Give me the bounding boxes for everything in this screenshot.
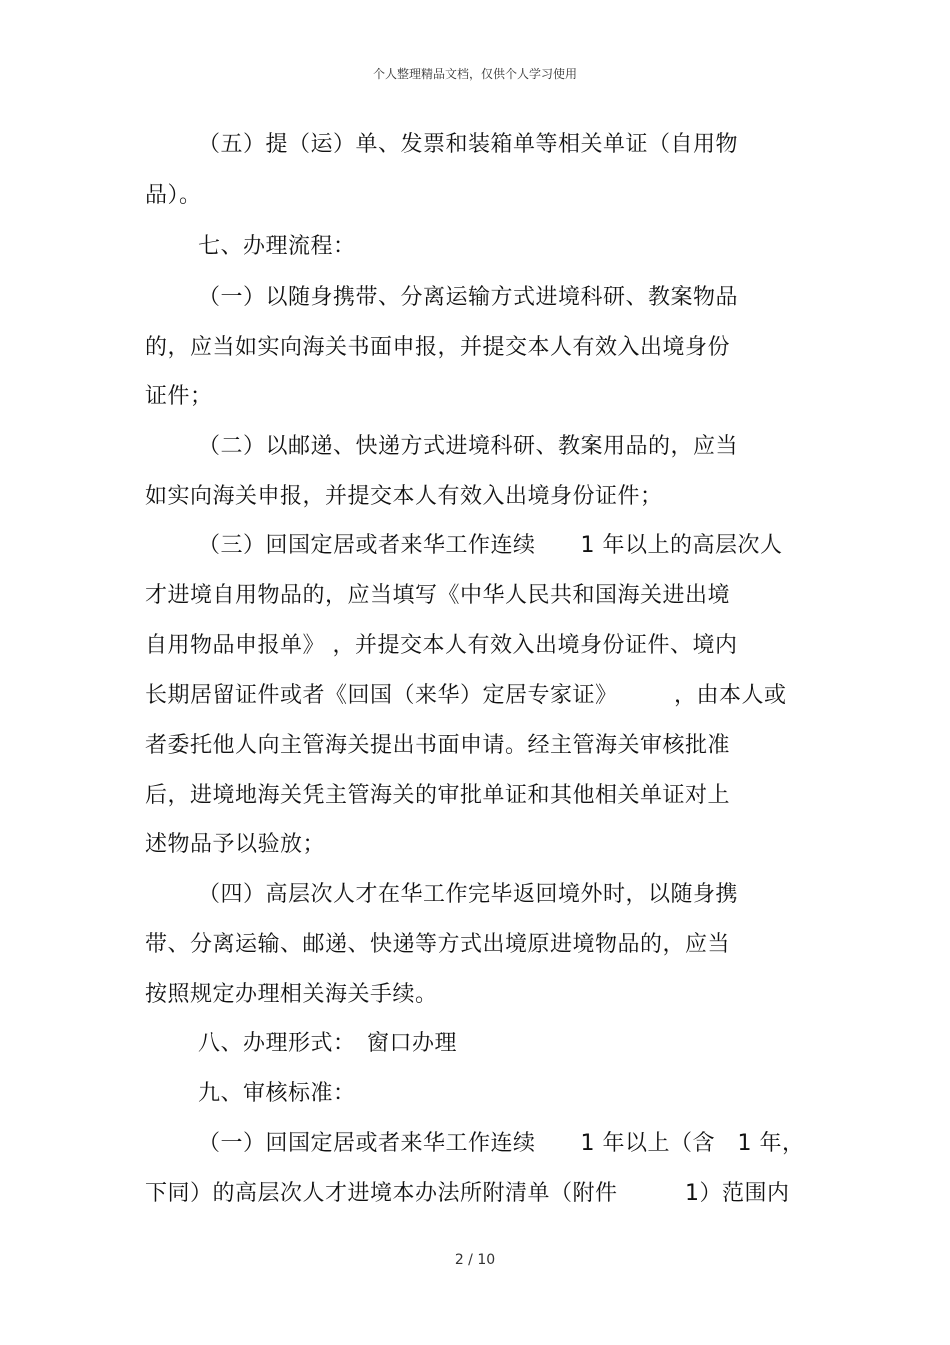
page-header: 个人整理精品文档，仅供个人学习使用 <box>372 67 577 81</box>
section-heading: 八、办理形式： 窗口办理 <box>198 1031 458 1056</box>
text-line: 长期居留证件或者《回国（来华）定居专家证》 ，由本人或 <box>145 683 787 708</box>
text-line: （一）以随身携带、分离运输方式进境科研、教案物品 <box>198 285 739 310</box>
text-line: 后，进境地海关凭主管海关的审批单证和其他相关单证对上 <box>145 783 731 808</box>
text-line: （四）高层次人才在华工作完毕返回境外时，以随身携 <box>198 882 739 907</box>
text-line: （三）回国定居或者来华工作连续 1 年以上的高层次人 <box>198 533 783 558</box>
text-line: 自用物品申报单》 ，并提交本人有效入出境身份证件、境内 <box>145 633 738 658</box>
text-line: 如实向海关申报，并提交本人有效入出境身份证件； <box>145 484 663 509</box>
text-line: （一）回国定居或者来华工作连续 1 年以上（含 1 年， <box>198 1131 805 1156</box>
text-line: 证件； <box>145 384 213 409</box>
text-line: 按照规定办理相关海关手续。 <box>145 982 438 1007</box>
text-line: 带、分离运输、邮递、快递等方式出境原进境物品的，应当 <box>145 932 731 957</box>
text-line: 品）。 <box>145 183 202 208</box>
text-line: 的，应当如实向海关书面申报，并提交本人有效入出境身份 <box>145 335 731 360</box>
text-line: 才进境自用物品的，应当填写《中华人民共和国海关进出境 <box>145 583 731 608</box>
section-heading: 七、办理流程： <box>198 234 356 259</box>
text-line: （二）以邮递、快递方式进境科研、教案用品的，应当 <box>198 434 739 459</box>
page-number: 2 / 10 <box>454 1252 496 1268</box>
section-heading: 九、审核标准： <box>198 1081 356 1106</box>
text-line: 者委托他人向主管海关提出书面申请。经主管海关审核批准 <box>145 733 731 758</box>
text-line: 下同）的高层次人才进境本办法所附清单（附件 1）范围内 <box>145 1181 790 1206</box>
text-line: （五）提（运）单、发票和装箱单等相关单证（自用物 <box>198 132 739 157</box>
text-line: 述物品予以验放； <box>145 832 326 857</box>
